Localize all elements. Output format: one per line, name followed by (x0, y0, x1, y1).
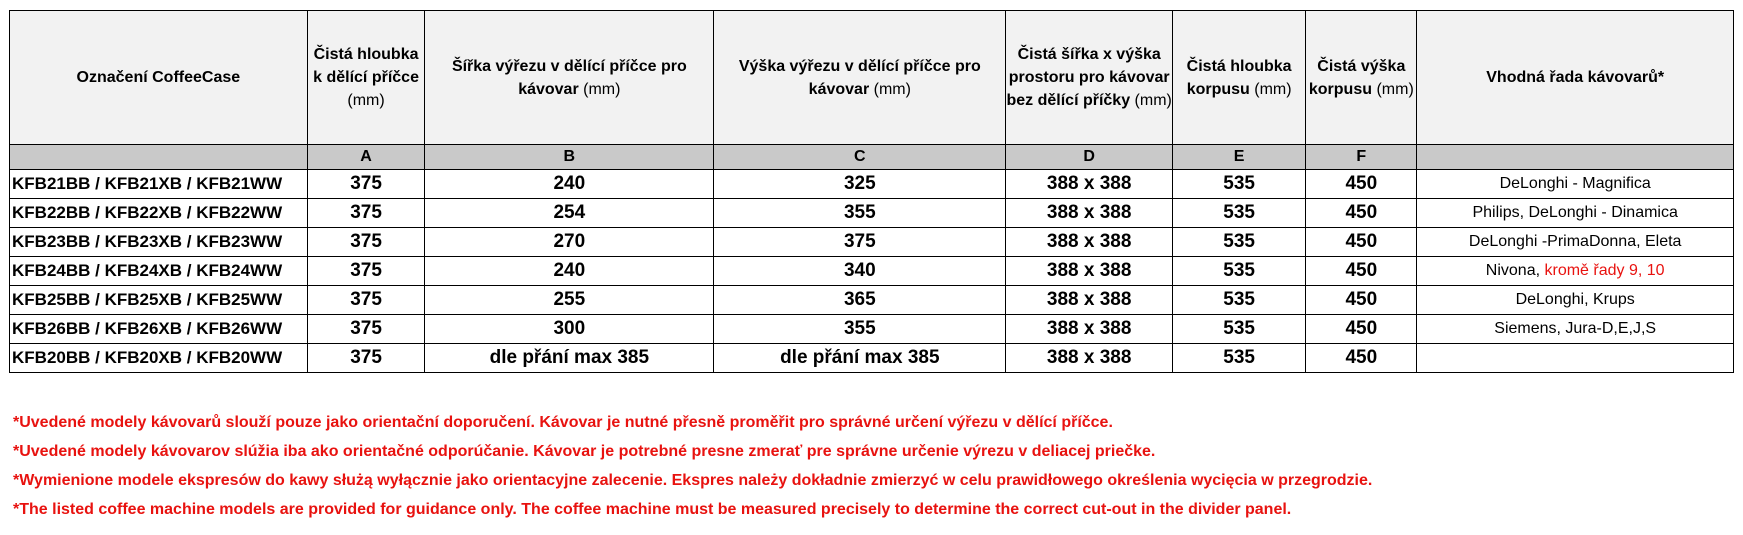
value-cell-e: 535 (1172, 257, 1305, 286)
series-cell (1417, 170, 1734, 199)
value-cell-f: 450 (1306, 257, 1417, 286)
header-cell (714, 11, 1006, 145)
column-letter: D (1006, 145, 1173, 170)
value-cell-d: 388 x 388 (1006, 344, 1173, 373)
letter-row (10, 145, 1734, 170)
header-cell (1417, 11, 1734, 145)
series-cell (1417, 315, 1734, 344)
footnote: *Uvedené modely kávovarov slúžia iba ako orientačné odporúčanie. Kávovar je potrebné presne zmerať pre správne určenie výrezu v deliacej priečke. (13, 443, 1156, 460)
value-cell-c: 375 (714, 228, 1006, 257)
column-letter: E (1172, 145, 1305, 170)
value-cell-b: dle přání max 385 (425, 344, 714, 373)
header-unit: (mm) (347, 92, 385, 109)
series-text: DeLonghi -PrimaDonna, Eleta (1468, 233, 1682, 250)
value-cell-c: 340 (714, 257, 1006, 286)
header-cell (425, 11, 714, 145)
value-cell-d: 388 x 388 (1006, 257, 1173, 286)
value-cell-a: 375 (307, 228, 425, 257)
column-letter (1417, 145, 1734, 170)
footnote: *Uvedené modely kávovarů slouží pouze jako orientační doporučení. Kávovar je nutné přesně proměřit pro správné určení výřezu v dělící příčce. (13, 414, 1113, 431)
header-cell (10, 11, 308, 145)
header-unit: (mm) (583, 80, 621, 98)
header-text: Výška výřezu v dělící příčce pro kávovar (738, 57, 981, 98)
header-cell (1306, 11, 1417, 145)
column-letter: C (714, 145, 1006, 170)
table-row (10, 286, 1734, 315)
column-letter: F (1306, 145, 1417, 170)
value-cell-c: 365 (714, 286, 1006, 315)
header-text: Vhodná řada kávovarů* (1486, 69, 1665, 86)
header-text: Čistá šířka x výška prostoru pro kávovar bez dělící příčky (1006, 46, 1170, 109)
footnote: *The listed coffee machine models are provided for guidance only. The coffee machine must be measured precisely to determine the correct cut-out in the divider panel. (13, 501, 1292, 518)
value-cell-e: 535 (1172, 286, 1305, 315)
series-text: DeLonghi, Krups (1515, 291, 1635, 308)
header-text: Šířka výřezu v dělící příčce pro kávovar (451, 57, 687, 98)
table-row (10, 170, 1734, 199)
value-cell-a: 375 (307, 257, 425, 286)
value-cell-f: 450 (1306, 199, 1417, 228)
footnote: *Wymienione modele ekspresów do kawy służą wyłącznie jako orientacyjne zalecenie. Ekspres należy dokładnie zmierzyć w celu prawidłowego określenia wycięcia w przegrodzie. (13, 472, 1373, 489)
value-cell-d: 388 x 388 (1006, 199, 1173, 228)
table-row (10, 228, 1734, 257)
value-cell-c: 325 (714, 170, 1006, 199)
model-cell: KFB21BB / KFB21XB / KFB21WW (10, 170, 308, 199)
series-cell (1417, 199, 1734, 228)
value-cell-f: 450 (1306, 228, 1417, 257)
value-cell-a: 375 (307, 315, 425, 344)
column-letter: B (425, 145, 714, 170)
model-cell: KFB23BB / KFB23XB / KFB23WW (10, 228, 308, 257)
value-cell-f: 450 (1306, 315, 1417, 344)
footnotes (13, 408, 1372, 524)
value-cell-b: 240 (425, 170, 714, 199)
header-unit: (mm) (1254, 80, 1292, 98)
model-cell: KFB24BB / KFB24XB / KFB24WW (10, 257, 308, 286)
value-cell-e: 535 (1172, 170, 1305, 199)
value-cell-a: 375 (307, 286, 425, 315)
table-row (10, 199, 1734, 228)
value-cell-e: 535 (1172, 199, 1305, 228)
value-cell-b: 255 (425, 286, 714, 315)
value-cell-a: 375 (307, 344, 425, 373)
series-note: kromě řady 9, 10 (1544, 262, 1665, 279)
column-letter (10, 145, 308, 170)
header-text: Čistá výška korpusu (1308, 57, 1406, 98)
value-cell-d: 388 x 388 (1006, 170, 1173, 199)
header-unit: (mm) (873, 80, 911, 98)
value-cell-c: 355 (714, 315, 1006, 344)
value-cell-e: 535 (1172, 315, 1305, 344)
header-text: Čistá hloubka korpusu (1186, 57, 1292, 98)
spec-table (9, 10, 1734, 373)
model-cell: KFB20BB / KFB20XB / KFB20WW (10, 344, 308, 373)
series-cell (1417, 228, 1734, 257)
header-text: Čistá hloubka k dělící příčce (313, 46, 419, 86)
value-cell-d: 388 x 388 (1006, 286, 1173, 315)
series-text: Nivona, (1485, 262, 1545, 279)
header-unit: (mm) (1376, 80, 1414, 98)
value-cell-b: 254 (425, 199, 714, 228)
series-text: Philips, DeLonghi - Dinamica (1472, 204, 1678, 221)
series-text: Siemens, Jura-D,E,J,S (1494, 320, 1657, 337)
model-cell: KFB26BB / KFB26XB / KFB26WW (10, 315, 308, 344)
series-cell (1417, 344, 1734, 373)
header-text: Označení CoffeeCase (76, 69, 241, 86)
value-cell-b: 300 (425, 315, 714, 344)
header-cell (1172, 11, 1305, 145)
series-cell (1417, 286, 1734, 315)
value-cell-a: 375 (307, 199, 425, 228)
header-cell (1006, 11, 1173, 145)
column-letter: A (307, 145, 425, 170)
value-cell-c: dle přání max 385 (714, 344, 1006, 373)
series-cell (1417, 257, 1734, 286)
header-cell (307, 11, 425, 145)
value-cell-f: 450 (1306, 344, 1417, 373)
table-row (10, 257, 1734, 286)
table-row (10, 315, 1734, 344)
spec-table-wrapper (9, 10, 1734, 373)
value-cell-f: 450 (1306, 170, 1417, 199)
table-row (10, 344, 1734, 373)
value-cell-b: 270 (425, 228, 714, 257)
value-cell-b: 240 (425, 257, 714, 286)
value-cell-a: 375 (307, 170, 425, 199)
header-row (10, 11, 1734, 145)
series-text: DeLonghi - Magnifica (1499, 175, 1651, 192)
model-cell: KFB22BB / KFB22XB / KFB22WW (10, 199, 308, 228)
value-cell-d: 388 x 388 (1006, 228, 1173, 257)
header-unit: (mm) (1134, 92, 1172, 109)
value-cell-f: 450 (1306, 286, 1417, 315)
model-cell: KFB25BB / KFB25XB / KFB25WW (10, 286, 308, 315)
value-cell-d: 388 x 388 (1006, 315, 1173, 344)
value-cell-e: 535 (1172, 344, 1305, 373)
value-cell-c: 355 (714, 199, 1006, 228)
value-cell-e: 535 (1172, 228, 1305, 257)
